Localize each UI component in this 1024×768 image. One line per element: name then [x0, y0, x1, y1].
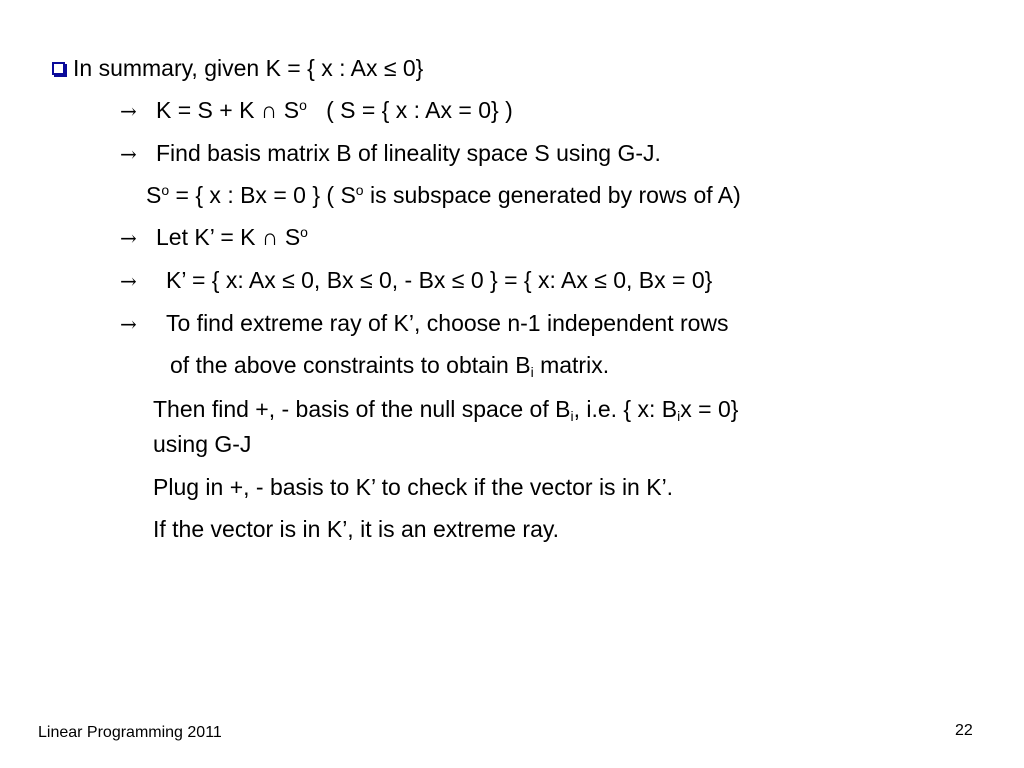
arrow-icon: → [120, 269, 137, 293]
step-let-k-prime: → Let K’ = K ∩ $S^o$ [120, 224, 308, 250]
step-find-basis: → Find basis matrix B of lineality space S using G-J. [120, 140, 661, 166]
summary-line: In summary, given K = { x : Ax ≤ 0} [52, 54, 423, 82]
square-bullet-icon [52, 62, 65, 75]
arrow-icon: → [120, 99, 137, 123]
arrow-icon: → [120, 226, 137, 250]
extreme-ray-continuation: of the above constraints to obtain $B_i$ matrix. [170, 352, 610, 380]
arrow-icon: → [120, 142, 137, 166]
step-k-prime-constraints: → K’ = { x: Ax ≤ 0, Bx ≤ 0, - Bx ≤ 0 } = { x: Ax ≤ 0, Bx = 0} [120, 267, 713, 293]
page-number: 22 [955, 722, 973, 739]
using-gj-line: using G-J [153, 431, 252, 457]
so-definition-line: $S^o$ = { x : Bx = 0 } ( $S^o$ is subspace generated by rows of A) [146, 182, 741, 208]
extreme-ray-conclusion: If the vector is in K’, it is an extreme ray. [153, 516, 560, 542]
step-extreme-ray: → To find extreme ray of K’, choose n-1 independent rows [120, 310, 729, 336]
plug-in-line: Plug in +, - basis to K’ to check if the vector is in K’. [153, 474, 674, 500]
null-space-line: Then find +, - basis of the null space of $B_i$, i.e. { x: $B_ix = 0$} [153, 396, 739, 424]
arrow-icon: → [120, 312, 137, 336]
step-lineality-decomposition: → K = S + K ∩ $S^o$ ( S = { x : Ax = 0} ) [120, 97, 513, 123]
footer-title: Linear Programming 2011 [38, 724, 222, 741]
